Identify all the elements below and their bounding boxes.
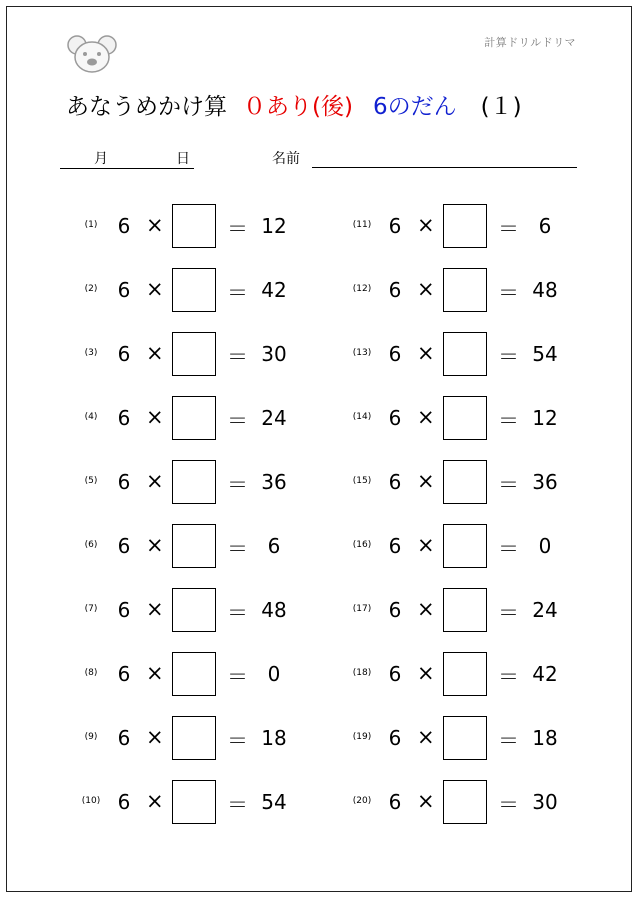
- product: 6: [267, 534, 281, 558]
- answer-box[interactable]: [443, 460, 487, 504]
- answer-box[interactable]: [172, 332, 216, 376]
- problem-number: (4): [84, 412, 98, 422]
- name-label: 名前: [272, 151, 300, 167]
- answer-box[interactable]: [443, 268, 487, 312]
- equals-sign: ＝: [498, 409, 519, 433]
- problem-row: [347, 396, 577, 442]
- problem-row: [347, 652, 577, 698]
- brand-label: 計算ドリルドリマ: [484, 36, 576, 49]
- problem-row: [76, 588, 306, 634]
- times-sign: ×: [417, 213, 435, 237]
- equals-sign: ＝: [498, 537, 519, 561]
- equals-sign: ＝: [227, 665, 248, 689]
- equals-sign: ＝: [498, 601, 519, 625]
- equals-sign: ＝: [227, 537, 248, 561]
- times-sign: ×: [146, 597, 164, 621]
- title-zero-variant: ０あり(後): [243, 94, 353, 120]
- answer-box[interactable]: [172, 204, 216, 248]
- equals-sign: ＝: [227, 729, 248, 753]
- equals-sign: ＝: [498, 217, 519, 241]
- multiplicand: 6: [388, 342, 402, 366]
- equals-sign: ＝: [498, 793, 519, 817]
- problem-number: (11): [352, 220, 372, 230]
- problem-number: (9): [84, 732, 98, 742]
- problem-row: [347, 524, 577, 570]
- product: 42: [261, 278, 287, 302]
- answer-box[interactable]: [443, 780, 487, 824]
- equals-sign: ＝: [498, 345, 519, 369]
- problem-row: [76, 652, 306, 698]
- problem-row: [347, 332, 577, 378]
- product: 48: [532, 278, 558, 302]
- bear-logo-icon: [65, 33, 119, 75]
- product: 36: [261, 470, 287, 494]
- equals-sign: ＝: [227, 281, 248, 305]
- times-sign: ×: [146, 469, 164, 493]
- times-sign: ×: [146, 341, 164, 365]
- answer-box[interactable]: [172, 588, 216, 632]
- multiplicand: 6: [388, 662, 402, 686]
- equals-sign: ＝: [498, 473, 519, 497]
- date-line: [60, 148, 194, 169]
- answer-box[interactable]: [443, 652, 487, 696]
- problem-number: (12): [352, 284, 372, 294]
- product: 18: [261, 726, 287, 750]
- answer-box[interactable]: [443, 204, 487, 248]
- answer-box[interactable]: [172, 268, 216, 312]
- problem-number: (10): [81, 796, 101, 806]
- problem-row: [76, 268, 306, 314]
- problem-row: [76, 460, 306, 506]
- problem-number: (16): [352, 540, 372, 550]
- times-sign: ×: [146, 789, 164, 813]
- worksheet-title: [66, 88, 522, 121]
- multiplicand: 6: [117, 598, 131, 622]
- problem-row: [347, 460, 577, 506]
- problem-row: [347, 204, 577, 250]
- multiplicand: 6: [117, 470, 131, 494]
- product: 12: [532, 406, 558, 430]
- multiplicand: 6: [388, 470, 402, 494]
- problem-row: [347, 716, 577, 762]
- product: 6: [538, 214, 552, 238]
- multiplicand: 6: [117, 342, 131, 366]
- answer-box[interactable]: [172, 524, 216, 568]
- problem-number: (20): [352, 796, 372, 806]
- product: 42: [532, 662, 558, 686]
- multiplicand: 6: [388, 278, 402, 302]
- times-sign: ×: [417, 533, 435, 557]
- times-sign: ×: [417, 469, 435, 493]
- product: 30: [532, 790, 558, 814]
- multiplicand: 6: [117, 534, 131, 558]
- multiplicand: 6: [117, 662, 131, 686]
- multiplicand: 6: [117, 278, 131, 302]
- times-sign: ×: [146, 533, 164, 557]
- problem-row: [347, 268, 577, 314]
- equals-sign: ＝: [498, 729, 519, 753]
- times-sign: ×: [417, 597, 435, 621]
- month-label: 月: [94, 151, 108, 167]
- problem-number: (5): [84, 476, 98, 486]
- product: 0: [538, 534, 552, 558]
- problem-number: (6): [84, 540, 98, 550]
- equals-sign: ＝: [227, 601, 248, 625]
- answer-box[interactable]: [172, 396, 216, 440]
- problem-number: (7): [84, 604, 98, 614]
- problem-row: [76, 332, 306, 378]
- equals-sign: ＝: [498, 281, 519, 305]
- multiplicand: 6: [388, 406, 402, 430]
- problem-row: [76, 716, 306, 762]
- times-sign: ×: [146, 725, 164, 749]
- times-sign: ×: [146, 213, 164, 237]
- answer-box[interactable]: [172, 780, 216, 824]
- answer-box[interactable]: [172, 652, 216, 696]
- problem-row: [347, 780, 577, 826]
- equals-sign: ＝: [498, 665, 519, 689]
- times-sign: ×: [417, 405, 435, 429]
- problem-number: (19): [352, 732, 372, 742]
- answer-box[interactable]: [443, 716, 487, 760]
- product: 36: [532, 470, 558, 494]
- answer-box[interactable]: [443, 524, 487, 568]
- answer-box[interactable]: [443, 588, 487, 632]
- title-main: あなうめかけ算: [66, 94, 227, 120]
- product: 24: [261, 406, 287, 430]
- answer-box[interactable]: [172, 460, 216, 504]
- product: 54: [261, 790, 287, 814]
- multiplicand: 6: [388, 214, 402, 238]
- problem-row: [76, 204, 306, 250]
- times-sign: ×: [417, 341, 435, 365]
- multiplicand: 6: [117, 790, 131, 814]
- name-line: [312, 167, 577, 168]
- problem-row: [76, 396, 306, 442]
- equals-sign: ＝: [227, 217, 248, 241]
- product: 18: [532, 726, 558, 750]
- problem-number: (8): [84, 668, 98, 678]
- problem-row: [76, 524, 306, 570]
- multiplicand: 6: [388, 790, 402, 814]
- problem-number: (14): [352, 412, 372, 422]
- equals-sign: ＝: [227, 345, 248, 369]
- title-dan: 6のだん: [372, 94, 457, 120]
- answer-box[interactable]: [443, 396, 487, 440]
- multiplicand: 6: [117, 406, 131, 430]
- times-sign: ×: [146, 405, 164, 429]
- multiplicand: 6: [388, 598, 402, 622]
- equals-sign: ＝: [227, 473, 248, 497]
- product: 24: [532, 598, 558, 622]
- product: 30: [261, 342, 287, 366]
- equals-sign: ＝: [227, 793, 248, 817]
- day-label: 日: [176, 151, 190, 167]
- product: 54: [532, 342, 558, 366]
- times-sign: ×: [146, 661, 164, 685]
- product: 12: [261, 214, 287, 238]
- problem-row: [76, 780, 306, 826]
- multiplicand: 6: [117, 726, 131, 750]
- times-sign: ×: [417, 661, 435, 685]
- multiplicand: 6: [117, 214, 131, 238]
- problem-number: (18): [352, 668, 372, 678]
- problem-number: (2): [84, 284, 98, 294]
- problem-number: (15): [352, 476, 372, 486]
- title-number: (１): [480, 94, 522, 120]
- times-sign: ×: [417, 789, 435, 813]
- times-sign: ×: [417, 277, 435, 301]
- problem-number: (17): [352, 604, 372, 614]
- answer-box[interactable]: [172, 716, 216, 760]
- equals-sign: ＝: [227, 409, 248, 433]
- answer-box[interactable]: [443, 332, 487, 376]
- multiplicand: 6: [388, 726, 402, 750]
- problem-row: [347, 588, 577, 634]
- product: 0: [267, 662, 281, 686]
- times-sign: ×: [417, 725, 435, 749]
- product: 48: [261, 598, 287, 622]
- multiplicand: 6: [388, 534, 402, 558]
- problem-number: (3): [84, 348, 98, 358]
- problem-number: (13): [352, 348, 372, 358]
- times-sign: ×: [146, 277, 164, 301]
- problem-number: (1): [84, 220, 98, 230]
